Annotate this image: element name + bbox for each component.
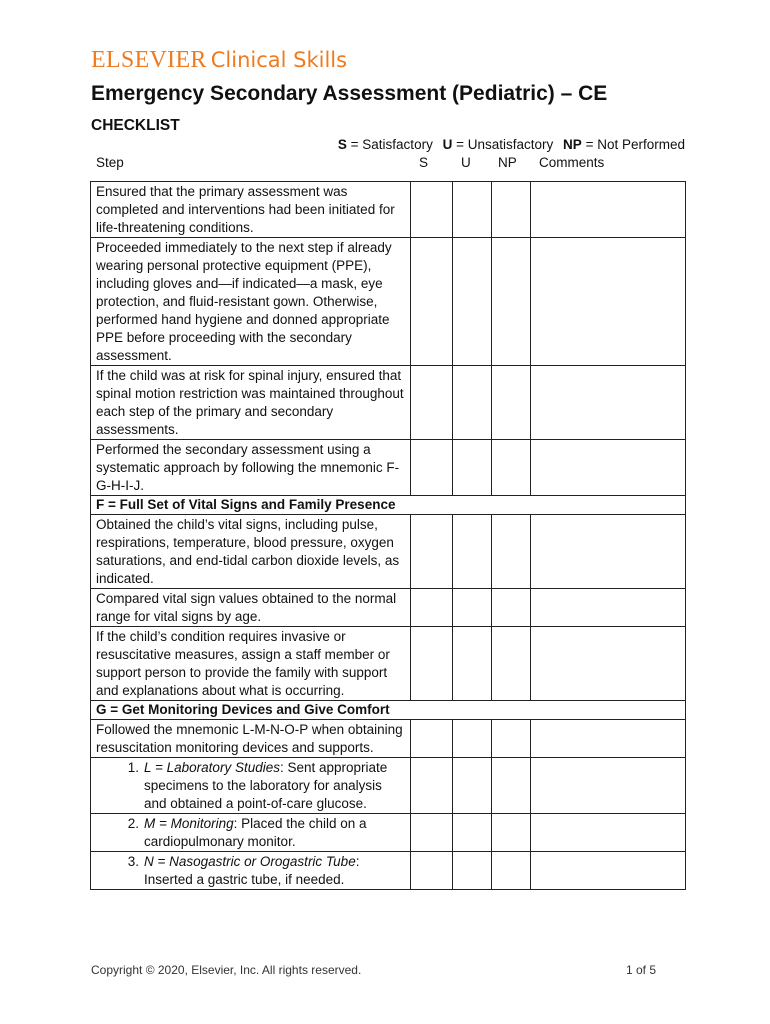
elsevier-logo (91, 46, 347, 74)
logo-product: Clinical Skills (210, 48, 348, 72)
comments-cell[interactable] (531, 758, 686, 813)
step-text: If the child’s condition requires invasive or resuscitative measures, assign a staff member or support person to provide the family with support and explanations about what is occurring. (96, 629, 390, 698)
checklist-row (91, 758, 686, 814)
checklist-row (91, 720, 686, 758)
step-cell (91, 515, 411, 588)
unsatisfactory-cell[interactable] (453, 182, 492, 237)
checklist-row (91, 238, 686, 366)
not-performed-cell[interactable] (492, 515, 531, 588)
legend-s-key: S (337, 137, 347, 152)
section-heading: F = Full Set of Vital Signs and Family Presence (91, 496, 686, 515)
unsatisfactory-cell[interactable] (453, 814, 492, 851)
comments-cell[interactable] (531, 852, 686, 889)
satisfactory-cell[interactable] (411, 627, 453, 700)
step-text: If the child was at risk for spinal injury, ensured that spinal motion restriction was maintained throughout each step of the primary and secondary assessments. (96, 368, 404, 437)
not-performed-cell[interactable] (492, 440, 531, 495)
checklist-row (91, 589, 686, 627)
satisfactory-cell[interactable] (411, 720, 453, 757)
satisfactory-cell[interactable] (411, 238, 453, 365)
step-cell (91, 182, 411, 237)
footer-copyright: Copyright © 2020, Elsevier, Inc. All rights reserved. (91, 963, 362, 977)
step-text: Performed the secondary assessment using a systematic approach by following the mnemonic F-G-H-I-J. (96, 442, 400, 493)
unsatisfactory-cell[interactable] (453, 515, 492, 588)
comments-cell[interactable] (531, 589, 686, 626)
satisfactory-cell[interactable] (411, 440, 453, 495)
step-text: Compared vital sign values obtained to the normal range for vital signs by age. (96, 591, 397, 624)
step-text: Obtained the child’s vital signs, including pulse, respirations, temperature, blood pressure, oxygen saturations, and end-tidal carbon dioxide levels, as indicated. (96, 517, 400, 586)
legend-np-key: NP (563, 137, 582, 152)
step-cell (91, 366, 411, 439)
page-number: 1 of 5 (625, 963, 656, 977)
step-text: Ensured that the primary assessment was completed and interventions had been initiated for life-threatening conditions. (96, 184, 395, 235)
comments-cell[interactable] (531, 182, 686, 237)
checklist-row (91, 515, 686, 589)
column-header-s: S (419, 155, 429, 170)
unsatisfactory-cell[interactable] (453, 627, 492, 700)
checklist-heading: CHECKLIST (91, 117, 180, 134)
checklist-table (90, 181, 686, 890)
satisfactory-cell[interactable] (411, 814, 453, 851)
sub-item-term: L = Laboratory Studies (144, 760, 280, 775)
comments-cell[interactable] (531, 627, 686, 700)
legend-s-text: = Satisfactory (350, 137, 433, 152)
comments-cell[interactable] (531, 814, 686, 851)
not-performed-cell[interactable] (492, 814, 531, 851)
step-cell (91, 720, 411, 757)
sub-item-number: 2. (127, 816, 139, 831)
step-cell (91, 758, 411, 813)
satisfactory-cell[interactable] (411, 758, 453, 813)
satisfactory-cell[interactable] (411, 589, 453, 626)
comments-cell[interactable] (531, 440, 686, 495)
comments-cell[interactable] (531, 238, 686, 365)
unsatisfactory-cell[interactable] (453, 440, 492, 495)
column-header-step: Step (96, 155, 124, 170)
sub-item-term: N = Nasogastric or Orogastric Tube (144, 854, 356, 869)
unsatisfactory-cell[interactable] (453, 852, 492, 889)
sub-item-text: : Sent appropriate specimens to the laboratory for analysis and obtained a point-of-care glucose. (144, 760, 388, 811)
unsatisfactory-cell[interactable] (453, 720, 492, 757)
column-header-comments: Comments (539, 155, 605, 170)
unsatisfactory-cell[interactable] (453, 589, 492, 626)
step-cell (91, 852, 411, 889)
not-performed-cell[interactable] (492, 589, 531, 626)
satisfactory-cell[interactable] (411, 366, 453, 439)
checklist-row (91, 814, 686, 852)
satisfactory-cell[interactable] (411, 852, 453, 889)
not-performed-cell[interactable] (492, 238, 531, 365)
not-performed-cell[interactable] (492, 182, 531, 237)
document-title: Emergency Secondary Assessment (Pediatric) – CE (91, 82, 608, 105)
legend-u-text: = Unsatisfactory (456, 137, 554, 152)
checklist-row (91, 852, 686, 890)
sub-item-number: 3. (127, 854, 139, 869)
step-cell (91, 627, 411, 700)
step-text: Followed the mnemonic L-M-N-O-P when obtaining resuscitation monitoring devices and supports. (96, 722, 403, 755)
checklist-row (91, 366, 686, 440)
step-text: Proceeded immediately to the next step if already wearing personal protective equipment (PPE), including gloves and—if indicated—a mask, eye protection, and fluid-resistant gown. Otherwise, performed hand hygiene and donned appropriate PPE before proceeding with the secondary assessment. (96, 240, 392, 363)
not-performed-cell[interactable] (492, 366, 531, 439)
column-header-np: NP (498, 155, 517, 170)
step-cell (91, 238, 411, 365)
step-cell (91, 814, 411, 851)
legend-u-key: U (442, 137, 453, 152)
section-heading: G = Get Monitoring Devices and Give Comfort (91, 701, 686, 720)
not-performed-cell[interactable] (492, 627, 531, 700)
step-cell (91, 440, 411, 495)
checklist-row (91, 440, 686, 496)
sub-item-text: : Inserted a gastric tube, if needed. (144, 854, 360, 887)
rating-legend (338, 137, 685, 153)
logo-brand: ELSEVIER (91, 47, 207, 73)
not-performed-cell[interactable] (492, 720, 531, 757)
legend-np-text: = Not Performed (585, 137, 685, 152)
not-performed-cell[interactable] (492, 758, 531, 813)
unsatisfactory-cell[interactable] (453, 238, 492, 365)
not-performed-cell[interactable] (492, 852, 531, 889)
satisfactory-cell[interactable] (411, 515, 453, 588)
comments-cell[interactable] (531, 720, 686, 757)
comments-cell[interactable] (531, 515, 686, 588)
comments-cell[interactable] (531, 366, 686, 439)
sub-item-number: 1. (127, 760, 139, 775)
unsatisfactory-cell[interactable] (453, 758, 492, 813)
step-cell (91, 589, 411, 626)
checklist-row (91, 627, 686, 701)
unsatisfactory-cell[interactable] (453, 366, 492, 439)
column-header-u: U (461, 155, 471, 170)
satisfactory-cell[interactable] (411, 182, 453, 237)
checklist-row (91, 182, 686, 238)
sub-item-term: M = Monitoring (144, 816, 234, 831)
sub-item-text: : Placed the child on a cardiopulmonary monitor. (144, 816, 367, 849)
